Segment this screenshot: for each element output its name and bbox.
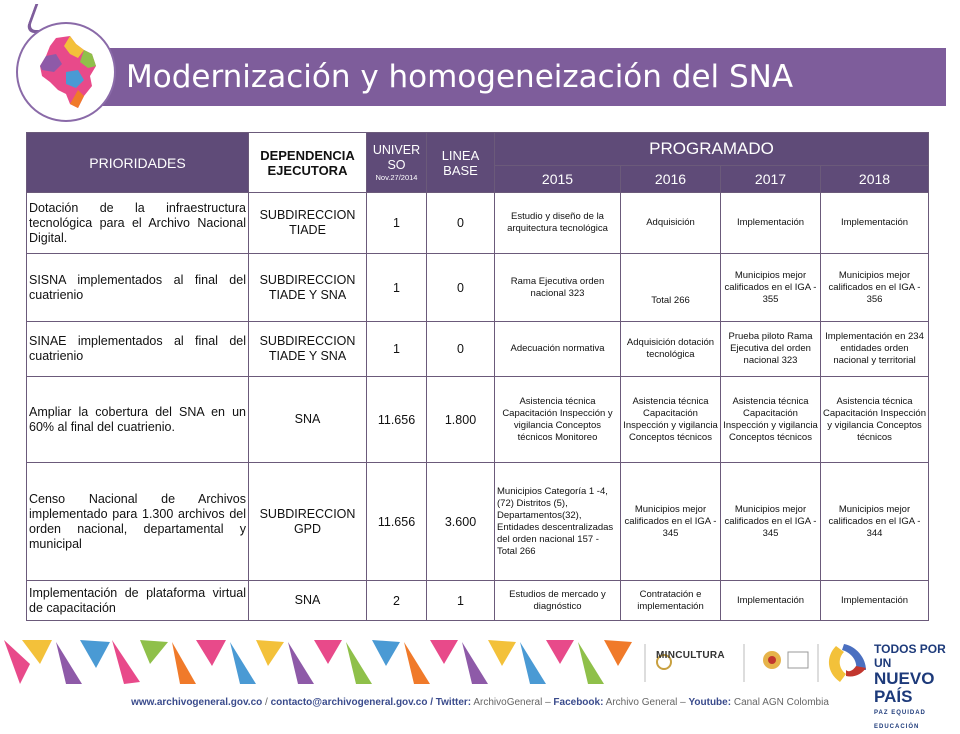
- row-linea-base: 0: [427, 322, 495, 377]
- header-year-2017: 2017: [721, 166, 821, 193]
- priorities-table: [26, 132, 929, 621]
- row-2015: Estudio y diseño de la arquitectura tecnológica: [495, 193, 621, 254]
- todos-por-un-nuevo-pais-logo: [874, 642, 960, 734]
- row-2017: Implementación: [721, 581, 821, 621]
- row-universo: 1: [367, 322, 427, 377]
- header-universo-date: Nov.27/2014: [375, 173, 418, 182]
- footer-separator: /: [262, 697, 271, 708]
- table-row: [27, 377, 929, 463]
- row-2018: Municipios mejor calificados en el IGA - 356: [821, 254, 929, 322]
- row-universo: 11.656: [367, 377, 427, 463]
- row-2015: Asistencia técnica Capacitación Inspección y vigilancia Conceptos técnicos Monitoreo: [495, 377, 621, 463]
- row-dependencia: SUBDIRECCION TIADE Y SNA: [249, 254, 367, 322]
- header-programado: PROGRAMADO: [495, 133, 929, 166]
- row-2016: Contratación e implementación: [621, 581, 721, 621]
- header-year-2018: 2018: [821, 166, 929, 193]
- row-2018: Implementación: [821, 581, 929, 621]
- mincultura-logo: MINCULTURA: [656, 650, 725, 661]
- footer-email-link[interactable]: contacto@archivogeneral.gov.co: [270, 697, 428, 708]
- header-year-2016: 2016: [621, 166, 721, 193]
- header-universo: [367, 133, 427, 193]
- footer-links: [0, 697, 960, 708]
- row-dependencia: SNA: [249, 377, 367, 463]
- row-prioridad: SISNA implementados al final del cuatrienio: [27, 254, 249, 322]
- row-2015: Adecuación normativa: [495, 322, 621, 377]
- row-prioridad: Dotación de la infraestructura tecnológica para el Archivo Nacional Digital.: [27, 193, 249, 254]
- footer-youtube-label: Youtube:: [688, 697, 732, 708]
- row-2016: Adquisición: [621, 193, 721, 254]
- header-universo-label: UNIVER SO: [372, 143, 421, 172]
- row-linea-base: 1: [427, 581, 495, 621]
- row-2018: Municipios mejor calificados en el IGA - 344: [821, 463, 929, 581]
- todos-line3: PAZ EQUIDAD EDUCACIÓN: [874, 710, 926, 730]
- row-dependencia: SUBDIRECCION TIADE Y SNA: [249, 322, 367, 377]
- footer-facebook-link[interactable]: Archivo General –: [603, 697, 689, 708]
- row-2017: Implementación: [721, 193, 821, 254]
- row-2016: Municipios mejor calificados en el IGA - 345: [621, 463, 721, 581]
- row-prioridad: SINAE implementados al final del cuatrienio: [27, 322, 249, 377]
- todos-line2: NUEVO PAÍS: [874, 669, 935, 706]
- row-2018: Implementación: [821, 193, 929, 254]
- footer-website-link[interactable]: www.archivogeneral.gov.co: [131, 697, 263, 708]
- row-linea-base: 0: [427, 193, 495, 254]
- row-2015: Rama Ejecutiva orden nacional 323: [495, 254, 621, 322]
- row-universo: 11.656: [367, 463, 427, 581]
- footer-twitter-label: / Twitter:: [427, 697, 472, 708]
- row-dependencia: SUBDIRECCION GPD: [249, 463, 367, 581]
- row-dependencia: SNA: [249, 581, 367, 621]
- row-2017: Prueba piloto Rama Ejecutiva del orden nacional 323: [721, 322, 821, 377]
- header-linea-base: LINEA BASE: [427, 133, 495, 193]
- row-2018: Asistencia técnica Capacitación Inspección y vigilancia Conceptos técnicos: [821, 377, 929, 463]
- row-linea-base: 0: [427, 254, 495, 322]
- row-universo: 2: [367, 581, 427, 621]
- footer-facebook-label: Facebook:: [553, 697, 604, 708]
- table-row: [27, 254, 929, 322]
- row-2017: Municipios mejor calificados en el IGA - 355: [721, 254, 821, 322]
- row-2016: Asistencia técnica Capacitación Inspección y vigilancia Conceptos técnicos: [621, 377, 721, 463]
- footer-youtube-link[interactable]: Canal AGN Colombia: [731, 697, 829, 708]
- colombia-map-logo: [16, 22, 116, 122]
- row-linea-base: 1.800: [427, 377, 495, 463]
- header-dependencia: DEPENDENCIA EJECUTORA: [249, 133, 367, 193]
- table-row: [27, 581, 929, 621]
- row-dependencia: SUBDIRECCION TIADE: [249, 193, 367, 254]
- row-prioridad: Censo Nacional de Archivos implementado para 1.300 archivos del orden nacional, departamental y municipal: [27, 463, 249, 581]
- table-row: [27, 322, 929, 377]
- row-universo: 1: [367, 254, 427, 322]
- header-year-2015: 2015: [495, 166, 621, 193]
- decorative-pattern-strip: [0, 634, 960, 690]
- row-2017: Municipios mejor calificados en el IGA - 345: [721, 463, 821, 581]
- row-universo: 1: [367, 193, 427, 254]
- row-2016: Total 266: [621, 254, 721, 322]
- row-2015: Municipios Categoría 1 -4,(72) Distritos (5), Departamentos(32), Entidades descentralizadas del orden nacional 157 - Total 266: [495, 463, 621, 581]
- todos-line1: TODOS POR UN: [874, 642, 946, 670]
- row-2015: Estudios de mercado y diagnóstico: [495, 581, 621, 621]
- row-prioridad: Implementación de plataforma virtual de capacitación: [27, 581, 249, 621]
- table-row: [27, 193, 929, 254]
- row-prioridad: Ampliar la cobertura del SNA en un 60% al final del cuatrienio.: [27, 377, 249, 463]
- row-2018: Implementación en 234 entidades orden nacional y territorial: [821, 322, 929, 377]
- row-2016: Adquisición dotación tecnológica: [621, 322, 721, 377]
- row-linea-base: 3.600: [427, 463, 495, 581]
- header-prioridades: PRIORIDADES: [27, 133, 249, 193]
- table-row: [27, 463, 929, 581]
- page-title: Modernización y homogeneización del SNA: [126, 59, 794, 95]
- footer-twitter-link[interactable]: ArchivoGeneral –: [471, 697, 554, 708]
- row-2017: Asistencia técnica Capacitación Inspección y vigilancia Conceptos técnicos: [721, 377, 821, 463]
